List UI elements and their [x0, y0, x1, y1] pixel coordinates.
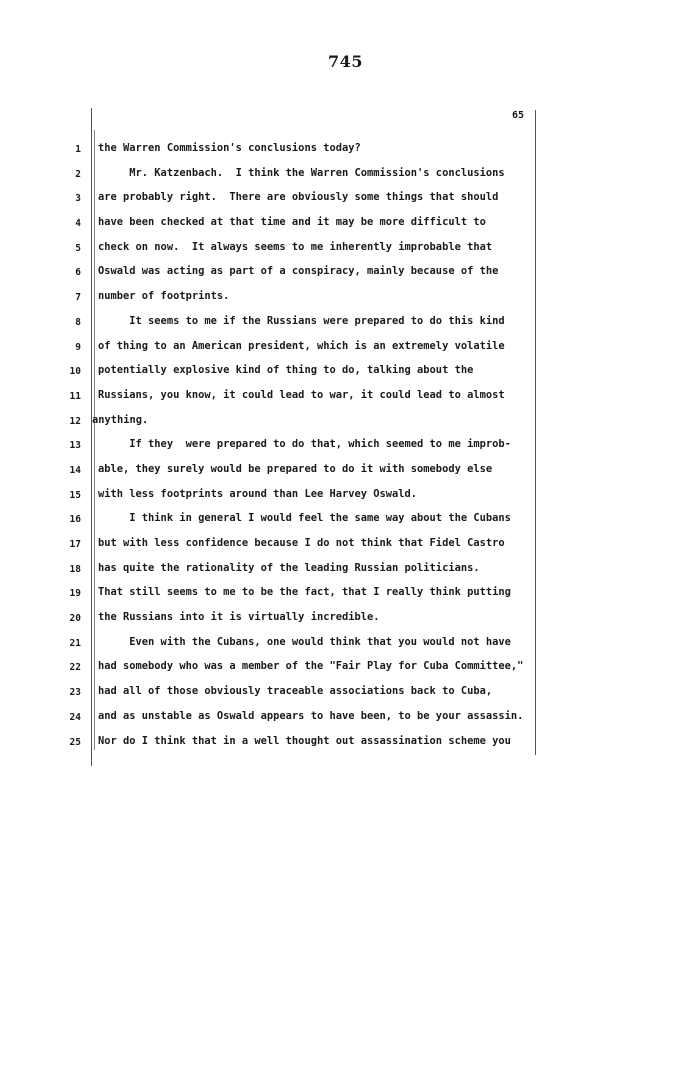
line-number: 2: [75, 168, 81, 180]
line-text: potentially explosive kind of thing to do, talking about the: [98, 364, 474, 377]
transcript-line: [0, 485, 691, 510]
transcript-line: [0, 707, 691, 732]
transcript-line: [0, 583, 691, 608]
line-number: 17: [69, 539, 81, 550]
transcript-line: [0, 287, 691, 312]
line-number: 22: [69, 662, 81, 674]
transcript-line: [0, 262, 691, 287]
line-text: has quite the rationality of the leading Russian politicians.: [98, 561, 480, 574]
page-number: 745: [328, 52, 363, 71]
transcript-line: [0, 682, 691, 707]
line-text: I think in general I would feel the same way about the Cubans: [98, 512, 511, 525]
line-number: 13: [69, 440, 81, 452]
line-text: That still seems to me to be the fact, that I really think putting: [98, 586, 511, 599]
line-number: 19: [69, 588, 81, 600]
line-text: If they were prepared to do that, which seemed to me improb-: [98, 438, 511, 451]
line-number: 9: [75, 341, 81, 353]
line-number: 1: [75, 144, 81, 155]
line-number: 15: [69, 489, 81, 501]
line-number: 4: [75, 218, 81, 230]
line-number: 8: [75, 316, 81, 328]
transcript-line: [0, 435, 691, 460]
line-number: 20: [69, 613, 81, 625]
line-text: check on now. It always seems to me inherently improbable that: [98, 240, 493, 253]
transcript-body: [0, 139, 691, 756]
line-text: Mr. Katzenbach. I think the Warren Commission's conclusions: [98, 166, 505, 179]
line-text: Even with the Cubans, one would think that you would not have: [98, 635, 511, 648]
line-number: 24: [69, 711, 81, 723]
line-number: 25: [69, 736, 81, 748]
transcript-line: [0, 361, 691, 386]
line-number: 11: [69, 390, 81, 402]
transcript-line: [0, 188, 691, 213]
transcript-line: [0, 608, 691, 633]
line-text: are probably right. There are obviously some things that should: [98, 191, 499, 204]
line-number: 21: [69, 637, 81, 649]
transcript-line: [0, 164, 691, 189]
line-text: had all of those obviously traceable associations back to Cuba,: [98, 685, 493, 698]
line-text: with less footprints around than Lee Harvey Oswald.: [98, 487, 418, 500]
transcript-line: [0, 337, 691, 362]
line-text: have been checked at that time and it may be more difficult to: [98, 216, 486, 229]
transcript-line: [0, 460, 691, 485]
line-text: of thing to an American president, which is an extremely volatile: [98, 339, 505, 352]
transcript-line: [0, 411, 691, 436]
line-number: 10: [69, 366, 81, 378]
line-number: 23: [69, 687, 81, 699]
transcript-line: [0, 312, 691, 337]
line-text: able, they surely would be prepared to do it with somebody else: [98, 462, 493, 475]
transcript-line: [0, 213, 691, 238]
line-text: Nor do I think that in a well thought out assassination scheme you: [98, 734, 511, 747]
line-number: 16: [69, 514, 81, 526]
line-text: had somebody who was a member of the "Fair Play for Cuba Committee,": [98, 660, 524, 673]
transcript-line: [0, 657, 691, 682]
transcript-line: [0, 559, 691, 584]
transcript-line: [0, 534, 691, 559]
line-text: number of footprints.: [98, 290, 230, 303]
transcript-line: [0, 509, 691, 534]
line-text: anything.: [92, 413, 149, 426]
line-number: 12: [69, 415, 81, 427]
transcript-page-number: 65: [511, 110, 524, 121]
transcript-line: [0, 633, 691, 658]
line-text: the Russians into it is virtually incredible.: [98, 611, 380, 624]
transcript-line: [0, 238, 691, 263]
line-number: 14: [69, 464, 81, 476]
transcript-line: [0, 139, 691, 164]
transcript-line: [0, 386, 691, 411]
transcript-line: [0, 732, 691, 757]
line-number: 7: [75, 292, 81, 304]
line-text: but with less confidence because I do not think that Fidel Castro: [98, 537, 505, 549]
line-number: 3: [75, 193, 81, 205]
line-text: It seems to me if the Russians were prepared to do this kind: [98, 314, 505, 327]
line-number: 6: [75, 267, 81, 279]
line-text: Russians, you know, it could lead to war, it could lead to almost: [98, 388, 505, 401]
line-text: and as unstable as Oswald appears to have been, to be your assassin.: [98, 709, 524, 722]
line-number: 5: [75, 242, 81, 254]
line-text: Oswald was acting as part of a conspiracy, mainly because of the: [98, 265, 499, 278]
line-text: the Warren Commission's conclusions today?: [98, 142, 361, 154]
line-number: 18: [69, 563, 81, 575]
